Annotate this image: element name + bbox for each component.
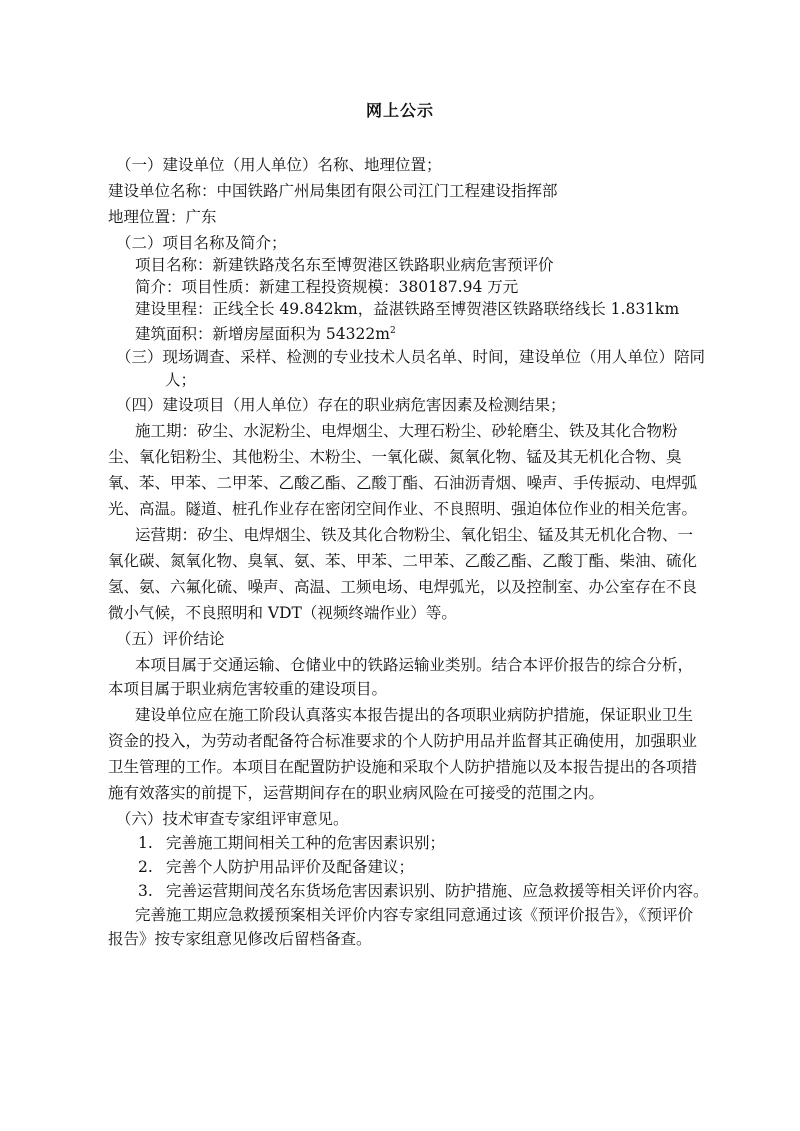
construction-hazards-line: 氧、苯、甲苯、二甲苯、乙酸乙酯、乙酸丁酯、石油沥青烟、噪声、手传振动、电焊弧 xyxy=(108,474,698,492)
review-item-number: 1. xyxy=(138,834,153,852)
section-2-heading: （二）项目名称及简介； xyxy=(116,234,287,252)
section-5-heading: （五）评价结论 xyxy=(116,630,225,648)
review-item-text: 完善施工期间相关工种的危害因素识别； xyxy=(166,834,446,852)
section-6-heading: （六）技术审查专家组评审意见。 xyxy=(116,810,349,828)
construction-hazards-line: 施工期：矽尘、水泥粉尘、电焊烟尘、大理石粉尘、砂轮磨尘、铁及其化合物粉 xyxy=(135,422,678,440)
review-item-text: 完善个人防护用品评价及配备建议； xyxy=(166,858,415,876)
page-title: 网上公示 xyxy=(365,101,434,120)
project-area-text: 建筑面积：新增房屋面积为 54322m xyxy=(135,325,390,344)
operation-hazards-line: 氧化碳、氮氧化物、臭氧、氨、苯、甲苯、二甲苯、乙酸乙酯、乙酸丁酯、柴油、硫化 xyxy=(108,552,698,570)
section-1-heading: （一）建设单位（用人单位）名称、地理位置； xyxy=(116,156,442,174)
project-area-line xyxy=(135,318,396,347)
operation-hazards-line: 运营期：矽尘、电焊烟尘、铁及其化合物粉尘、氧化铝尘、锰及其无机化合物、一 xyxy=(135,526,694,544)
location-label: 地理位置： xyxy=(108,208,186,226)
conclusion-para-1-line: 本项目属于交通运输、仓储业中的铁路运输业类别。结合本评价报告的综合分析， xyxy=(135,656,694,674)
construction-hazards-line: 尘、氧化铝粉尘、其他粉尘、木粉尘、一氧化碳、氮氧化物、锰及其无机化合物、臭 xyxy=(108,448,682,466)
project-mileage-line: 建设里程：正线全长 49.842km，益湛铁路至博贺港区铁路联络线长 1.831km xyxy=(135,300,680,318)
operation-hazards-line: 微小气候，不良照明和 VDT（视频终端作业）等。 xyxy=(108,604,457,622)
construction-hazards-line: 光、高温。隧道、桩孔作业存在密闭空间作业、不良照明、强迫体位作业的相关危害。 xyxy=(108,500,698,518)
section-3-heading-line-1: （三）现场调查、采样、检测的专业技术人员名单、时间，建设单位（用人单位）陪同 xyxy=(116,348,706,366)
construction-unit-value: 中国铁路广州局集团有限公司江门工程建设指挥部 xyxy=(216,182,558,200)
conclusion-para-2-line: 施有效落实的前提下，运营期间存在的职业病风险在可接受的范围之内。 xyxy=(108,784,605,802)
operation-hazards-line: 氢、氨、六氟化硫、噪声、高温、工频电场、电焊弧光，以及控制室、办公室存在不良 xyxy=(108,578,698,596)
construction-unit-line xyxy=(108,178,558,204)
conclusion-para-2-line: 资金的投入，为劳动者配备符合标准要求的个人防护用品并监督其正确使用，加强职业 xyxy=(108,732,698,750)
review-item-number: 3. xyxy=(138,882,153,900)
section-4-heading: （四）建设项目（用人单位）存在的职业病危害因素及检测结果； xyxy=(116,396,566,414)
construction-unit-label: 建设单位名称： xyxy=(108,182,217,200)
review-item-number: 2. xyxy=(138,858,153,876)
location-line xyxy=(108,204,217,230)
review-closing-line: 报告》按专家组意见修改后留档备查。 xyxy=(108,930,372,948)
project-intro-line: 简介：项目性质：新建工程投资规模：380187.94 万元 xyxy=(135,278,519,296)
section-3-heading-line-2: 人； xyxy=(165,371,197,389)
conclusion-para-2-line: 卫生管理的工作。本项目在配置防护设施和采取个人防护措施以及本报告提出的各项措 xyxy=(108,758,698,776)
conclusion-para-2-line: 建设单位应在施工阶段认真落实本报告提出的各项职业病防护措施，保证职业卫生 xyxy=(135,706,694,724)
review-closing-line: 完善施工期应急救援预案相关评价内容专家组同意通过该《预评价报告》，《预评价 xyxy=(135,906,694,924)
conclusion-para-1-line: 本项目属于职业病危害较重的建设项目。 xyxy=(108,680,388,698)
project-area-unit-superscript: 2 xyxy=(389,326,396,336)
review-item-1 xyxy=(138,830,445,856)
project-name-line: 项目名称：新建铁路茂名东至博贺港区铁路职业病危害预评价 xyxy=(135,256,554,274)
review-item-3 xyxy=(138,878,709,904)
review-item-text: 完善运营期间茂名东货场危害因素识别、防护措施、应急救援等相关评价内容。 xyxy=(166,882,709,900)
location-value: 广东 xyxy=(185,208,217,226)
review-item-2 xyxy=(138,854,414,880)
